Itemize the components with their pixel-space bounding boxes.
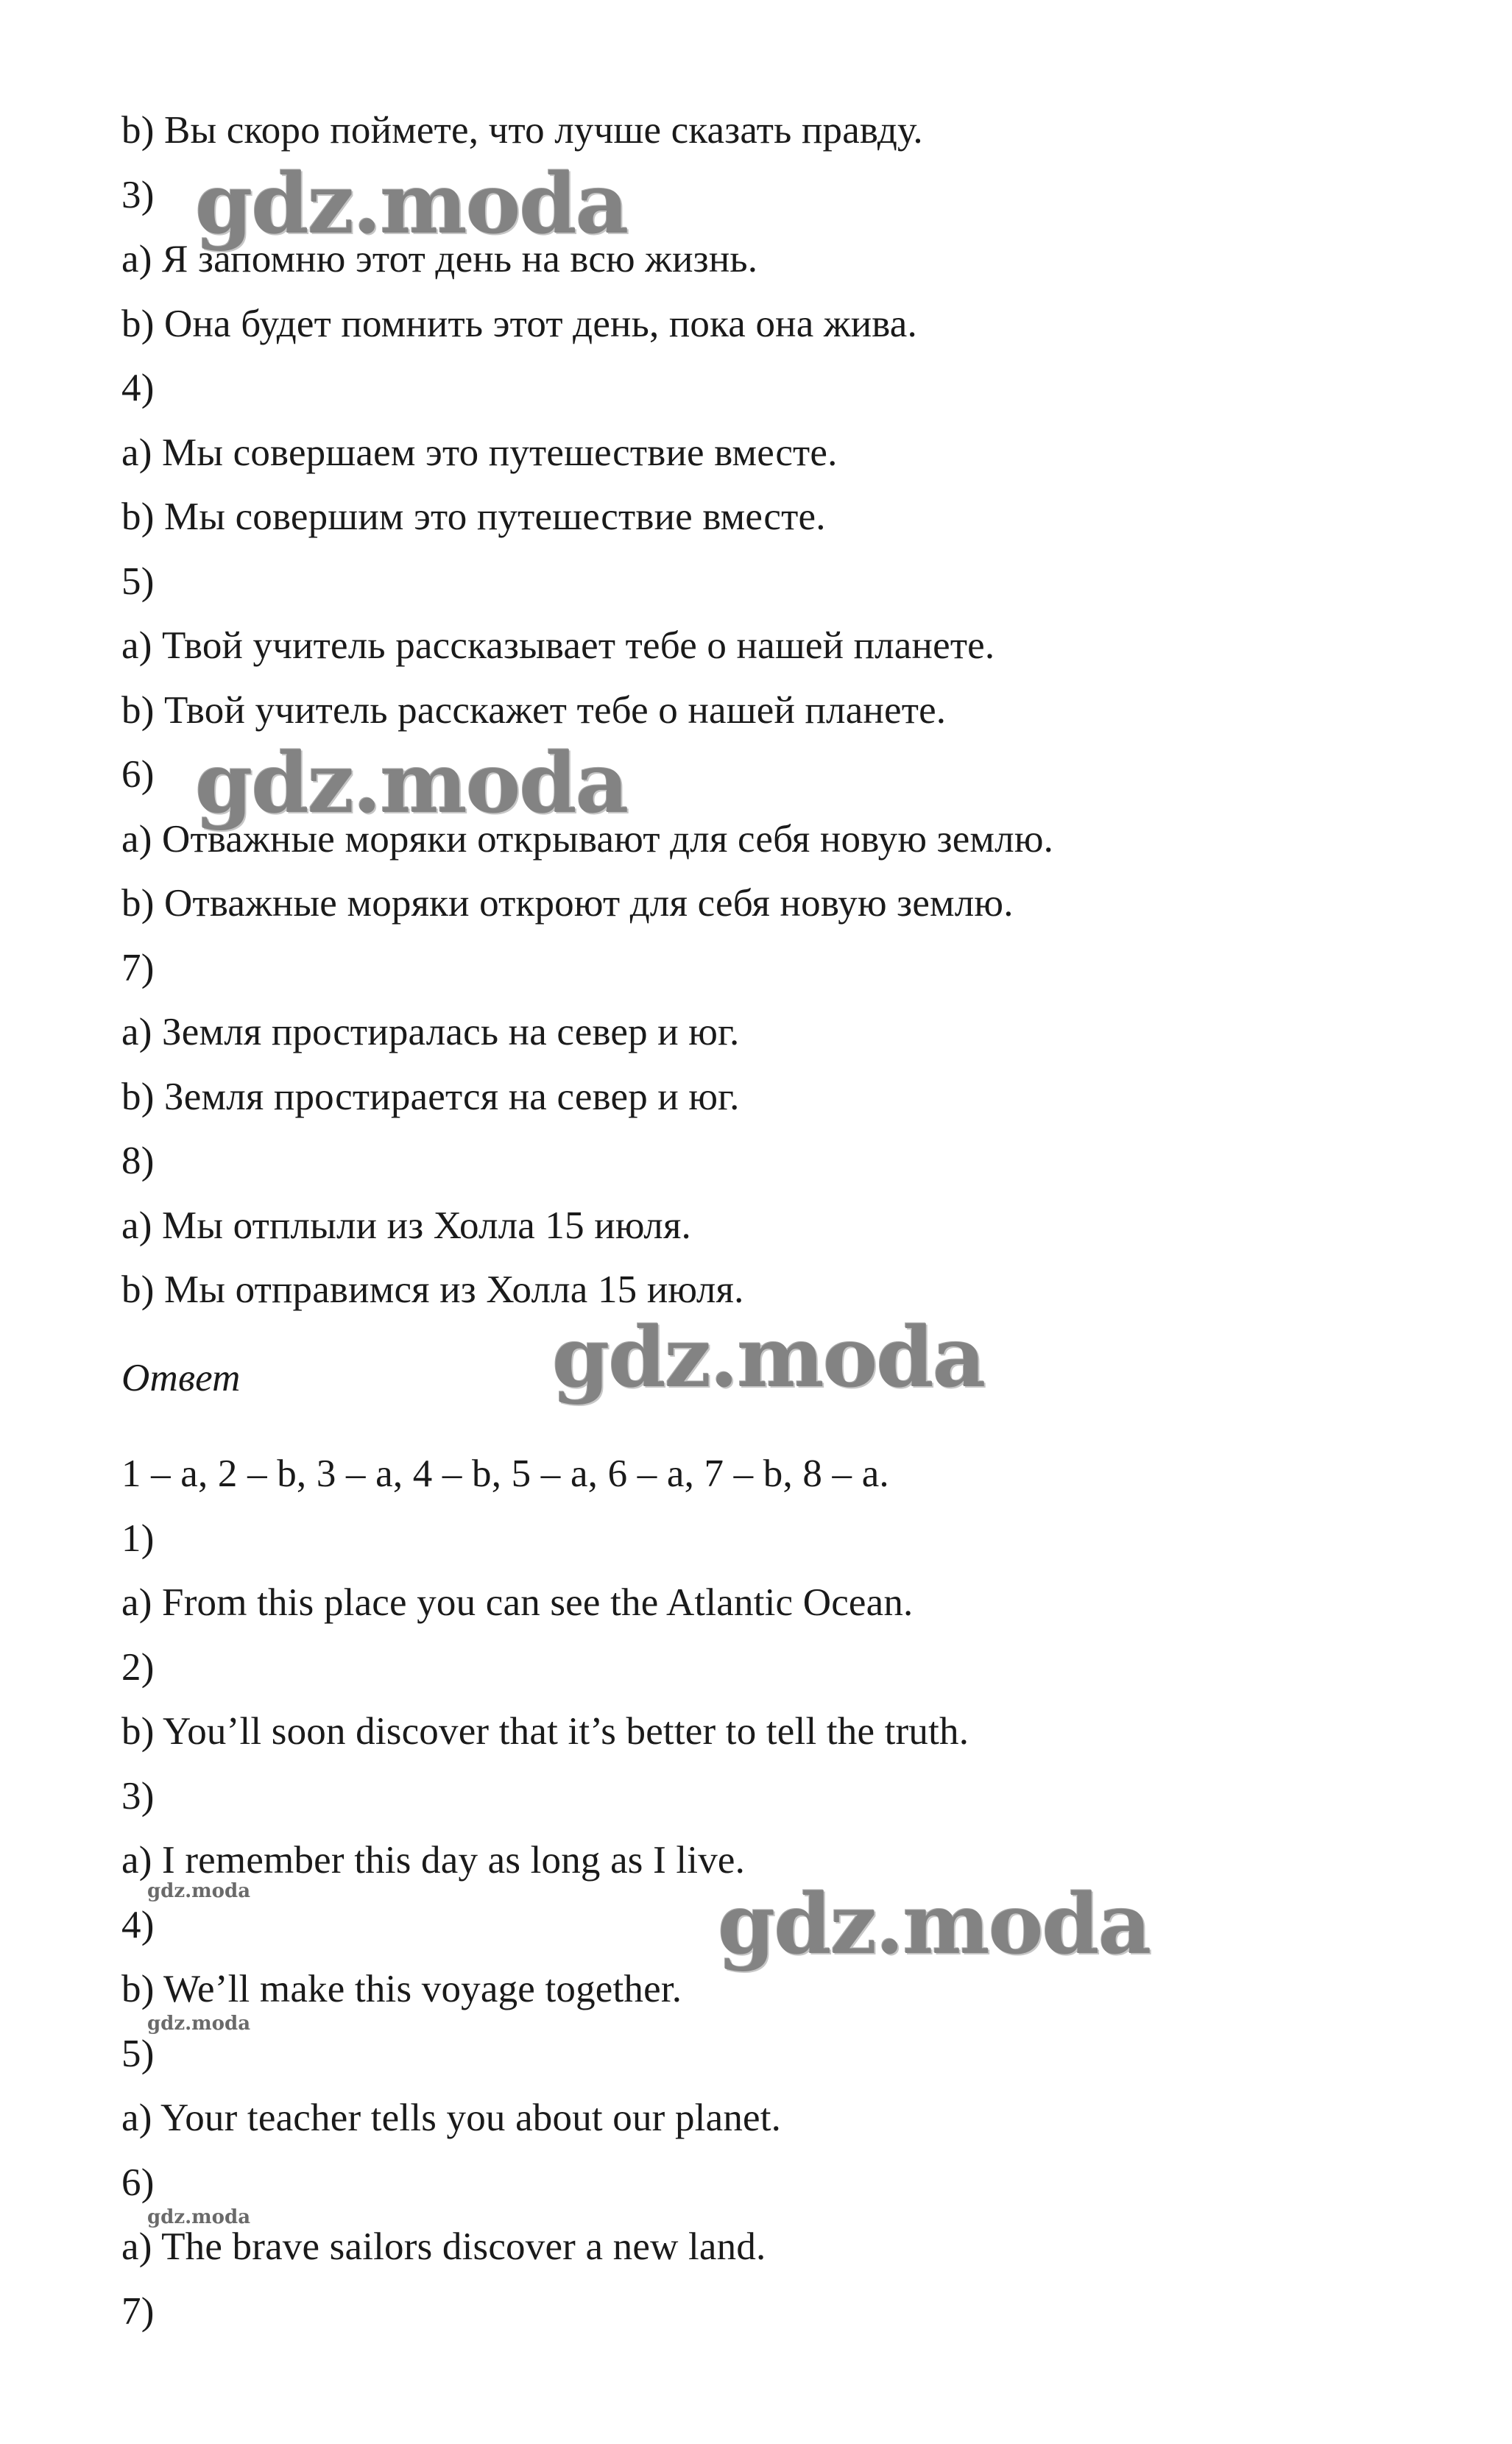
line-6b-ru: b) Отважные моряки откроют для себя новую землю. bbox=[121, 882, 1014, 925]
answer-num-6: 6) bbox=[121, 2161, 155, 2204]
answer-num-1: 1) bbox=[121, 1517, 155, 1560]
line-7a-ru: a) Земля простиралась на север и юг. bbox=[121, 1011, 740, 1053]
answer-6-en: a) The brave sailors discover a new land. bbox=[121, 2225, 766, 2268]
answer-3-en: a) I remember this day as long as I live. bbox=[121, 1839, 746, 1882]
line-num-7: 7) bbox=[121, 947, 155, 989]
line-4a-ru: a) Мы совершаем это путешествие вместе. bbox=[121, 431, 838, 474]
line-8b-ru: b) Мы отправимся из Холла 15 июля. bbox=[121, 1268, 744, 1311]
answer-key: 1 – a, 2 – b, 3 – a, 4 – b, 5 – a, 6 – a, 7 – b, 8 – a. bbox=[121, 1452, 889, 1495]
line-3b-ru: b) Она будет помнить этот день, пока она жива. bbox=[121, 303, 917, 345]
line-num-8: 8) bbox=[121, 1140, 155, 1182]
line-6a-ru: a) Отважные моряки открывают для себя новую землю. bbox=[121, 818, 1054, 861]
watermark-logo-1: gdz.moda bbox=[195, 156, 628, 252]
answer-5-en: a) Your teacher tells you about our planet. bbox=[121, 2097, 782, 2139]
line-3a-ru: a) Я запомню этот день на всю жизнь. bbox=[121, 238, 758, 280]
line-7b-ru: b) Земля простирается на север и юг. bbox=[121, 1076, 740, 1118]
answer-num-7: 7) bbox=[121, 2290, 155, 2333]
watermark-small-1: gdz.moda bbox=[147, 1880, 251, 1902]
answer-4-en: b) We’ll make this voyage together. bbox=[121, 1968, 682, 2010]
line-num-5: 5) bbox=[121, 560, 155, 603]
watermark-logo-4: gdz.moda bbox=[718, 1876, 1151, 1973]
answer-num-5: 5) bbox=[121, 2032, 155, 2075]
line-8a-ru: a) Мы отплыли из Холла 15 июля. bbox=[121, 1204, 691, 1247]
answer-heading: Ответ bbox=[121, 1357, 241, 1399]
line-4b-ru: b) Мы совершим это путешествие вместе. bbox=[121, 495, 826, 538]
answer-1-en: a) From this place you can see the Atlantic Ocean. bbox=[121, 1581, 914, 1624]
line-num-3: 3) bbox=[121, 174, 155, 216]
answer-num-3: 3) bbox=[121, 1775, 155, 1818]
watermark-logo-2: gdz.moda bbox=[195, 735, 628, 832]
line-num-6: 6) bbox=[121, 753, 155, 796]
watermark-small-3: gdz.moda bbox=[147, 2206, 251, 2228]
line-5a-ru: a) Твой учитель рассказывает тебе о нашей планете. bbox=[121, 624, 995, 667]
line-5b-ru: b) Твой учитель расскажет тебе о нашей планете. bbox=[121, 689, 947, 732]
answer-2-en: b) You’ll soon discover that it’s better to tell the truth. bbox=[121, 1710, 969, 1753]
watermark-small-2: gdz.moda bbox=[147, 2013, 251, 2035]
line-num-4: 4) bbox=[121, 367, 155, 409]
answer-num-4: 4) bbox=[121, 1904, 155, 1946]
line-2b-ru: b) Вы скоро поймете, что лучше сказать правду. bbox=[121, 109, 923, 152]
watermark-logo-3: gdz.moda bbox=[552, 1310, 985, 1406]
answer-num-2: 2) bbox=[121, 1646, 155, 1689]
